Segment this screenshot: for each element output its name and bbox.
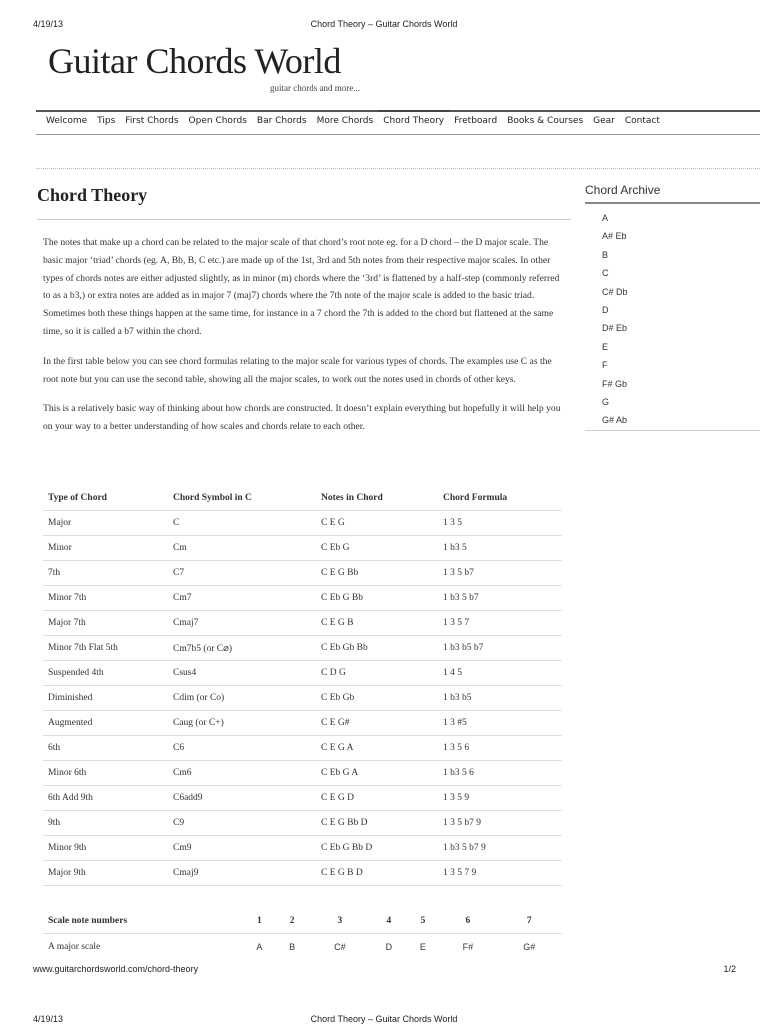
column-header: 6 bbox=[439, 908, 496, 934]
nav-item-more-chords[interactable]: More Chords bbox=[316, 116, 374, 126]
column-header: Notes in Chord bbox=[316, 486, 438, 511]
column-header: Chord Symbol in C bbox=[168, 486, 316, 511]
table-cell: C E G B D bbox=[316, 861, 438, 886]
column-header: 7 bbox=[497, 908, 562, 934]
chord-archive-link[interactable]: E bbox=[602, 341, 609, 352]
table-cell: Diminished bbox=[43, 686, 168, 711]
column-header: Chord Formula bbox=[438, 486, 562, 511]
table-cell: 1 3 5 6 bbox=[438, 736, 562, 761]
table-cell: 1 b3 5 6 bbox=[438, 761, 562, 786]
table-cell: Major 7th bbox=[43, 611, 168, 636]
table-cell: C E G B bbox=[316, 611, 438, 636]
print-title: Chord Theory – Guitar Chords World bbox=[310, 19, 458, 29]
page-title: Chord Theory bbox=[37, 185, 148, 205]
chord-archive-link[interactable]: A bbox=[602, 213, 609, 223]
table-row bbox=[43, 636, 562, 661]
chord-archive-link[interactable]: D bbox=[602, 304, 609, 315]
column-header: 1 bbox=[243, 908, 276, 934]
table-cell: C6add9 bbox=[168, 786, 316, 811]
divider bbox=[37, 219, 571, 220]
chord-archive-link[interactable]: C bbox=[602, 268, 609, 279]
table-row bbox=[43, 611, 562, 636]
chord-archive-link[interactable]: G# Ab bbox=[602, 415, 628, 426]
table-row bbox=[43, 761, 562, 786]
table-cell: Major bbox=[43, 511, 168, 536]
print-date: 4/19/13 bbox=[33, 19, 64, 29]
table-cell: Cm bbox=[168, 536, 316, 561]
chord-archive-link[interactable]: D# Eb bbox=[602, 323, 628, 334]
table-row bbox=[43, 711, 562, 736]
table-cell: F# bbox=[462, 941, 474, 952]
table-cell: A bbox=[256, 941, 263, 952]
table-cell: Minor 7th bbox=[43, 586, 168, 611]
column-header: 3 bbox=[309, 908, 372, 934]
print-date: 4/19/13 bbox=[33, 1014, 64, 1024]
table-row bbox=[43, 836, 562, 861]
table-cell: Augmented bbox=[43, 711, 168, 736]
table-cell: Cdim (or Co) bbox=[168, 686, 316, 711]
table-cell: 1 3 #5 bbox=[438, 711, 562, 736]
table-cell: 7th bbox=[43, 561, 168, 586]
table-cell: C E G A bbox=[316, 736, 438, 761]
nav-item-fretboard[interactable]: Fretboard bbox=[454, 116, 498, 126]
table-cell: 6th bbox=[43, 736, 168, 761]
table-cell: B bbox=[289, 941, 296, 952]
table-row bbox=[43, 934, 562, 960]
chord-archive-list bbox=[585, 204, 760, 431]
table-cell: C Eb G A bbox=[316, 761, 438, 786]
table-cell: 1 b3 5 b7 9 bbox=[438, 836, 562, 861]
chord-archive-link[interactable]: F# Gb bbox=[602, 378, 628, 389]
table-cell: 1 3 5 7 bbox=[438, 611, 562, 636]
table-header-row bbox=[43, 486, 562, 511]
chord-archive-link[interactable]: F bbox=[602, 360, 608, 371]
table-cell: 1 b3 5 b7 bbox=[438, 586, 562, 611]
table-cell: C E G Bb bbox=[316, 561, 438, 586]
table-cell: Caug (or C+) bbox=[168, 711, 316, 736]
table-cell: 1 3 5 9 bbox=[438, 786, 562, 811]
nav-item-bar-chords[interactable]: Bar Chords bbox=[256, 116, 307, 126]
column-header: Type of Chord bbox=[43, 486, 168, 511]
table-row bbox=[43, 561, 562, 586]
table-cell: Minor bbox=[43, 536, 168, 561]
print-header bbox=[0, 19, 768, 33]
paragraph: This is a relatively basic way of thinking about how chords are constructed. It doesn’t explain everything but hopefully it will help you on your way to a better understanding of how scales and chords relate to each other. bbox=[43, 403, 561, 433]
nav-item-books-courses[interactable]: Books & Courses bbox=[507, 116, 584, 126]
column-header: 2 bbox=[276, 908, 309, 934]
column-header: Scale note numbers bbox=[43, 908, 243, 934]
column-header: 4 bbox=[371, 908, 406, 934]
table-cell: C# bbox=[334, 941, 346, 952]
nav-item-chord-theory[interactable]: Chord Theory bbox=[378, 110, 449, 128]
table-cell: Minor 7th Flat 5th bbox=[43, 636, 168, 661]
table-cell: Minor 9th bbox=[43, 836, 168, 861]
table-cell: C E G# bbox=[316, 711, 438, 736]
table-cell: C6 bbox=[168, 736, 316, 761]
chord-archive-link[interactable]: G bbox=[602, 396, 610, 407]
table-cell: Cmaj7 bbox=[168, 611, 316, 636]
print-page-number: 1/2 bbox=[723, 964, 736, 974]
main-nav bbox=[36, 110, 760, 135]
table-row bbox=[43, 861, 562, 886]
chord-archive-link[interactable]: B bbox=[602, 249, 609, 260]
table-cell: 1 b3 b5 b7 bbox=[438, 636, 562, 661]
site-title[interactable]: Guitar Chords World bbox=[48, 41, 341, 81]
nav-item-welcome[interactable]: Welcome bbox=[46, 116, 88, 126]
table-cell: Cm6 bbox=[168, 761, 316, 786]
chord-archive-link[interactable]: A# Eb bbox=[602, 231, 627, 242]
table-cell: C bbox=[168, 511, 316, 536]
chord-archive-link[interactable]: C# Db bbox=[602, 286, 628, 297]
article-body bbox=[43, 234, 563, 448]
table-row bbox=[43, 661, 562, 686]
table-cell: A major scale bbox=[48, 941, 101, 952]
paragraph: The notes that make up a chord can be related to the major scale of that chord’s root note eg. for a D chord – the D major scale. The basic major ‘triad’ chords (eg. A, Bb, B, C etc.) are made up of the 1st, 3rd and 5th notes from their respective major scales. In other types of chords notes are either adjusted slightly, as in minor (m) chords where the ‘3rd’ is flattened by a half-step (commonly referred to as a b3,) or extra notes are added as in major 7 (maj7) chords where the 7th note of the major scale is added to the basic triad. Sometimes both these things happen at the same time, for instance in a 7 chord the 7th is added to the chord but flattened at the same time, so it is called a b7 within the chord. bbox=[43, 237, 560, 337]
table-cell: C Eb G Bb D bbox=[316, 836, 438, 861]
table-row bbox=[43, 511, 562, 536]
table-cell: 6th Add 9th bbox=[43, 786, 168, 811]
nav-item-open-chords[interactable]: Open Chords bbox=[188, 116, 247, 126]
nav-item-gear[interactable]: Gear bbox=[593, 116, 615, 126]
chord-formula-table bbox=[43, 486, 562, 886]
table-cell: Major 9th bbox=[43, 861, 168, 886]
table-cell: C E G Bb D bbox=[316, 811, 438, 836]
site-tagline: guitar chords and more... bbox=[270, 83, 360, 93]
table-row bbox=[43, 786, 562, 811]
table-cell: C Eb G Bb bbox=[316, 586, 438, 611]
major-scale-table bbox=[43, 908, 562, 959]
table-cell: E bbox=[419, 941, 426, 952]
table-cell: 1 b3 b5 bbox=[438, 686, 562, 711]
table-cell: C Eb Gb Bb bbox=[316, 636, 438, 661]
table-cell: Suspended 4th bbox=[43, 661, 168, 686]
table-cell: 9th bbox=[43, 811, 168, 836]
print-title: Chord Theory – Guitar Chords World bbox=[310, 1014, 458, 1024]
table-cell: D bbox=[385, 941, 393, 952]
table-cell: Minor 6th bbox=[43, 761, 168, 786]
print-url: www.guitarchordsworld.com/chord-theory bbox=[33, 964, 199, 974]
table-cell: Cm7b5 (or C⌀) bbox=[168, 636, 316, 661]
table-cell: Cmaj9 bbox=[168, 861, 316, 886]
nav-item-tips[interactable]: Tips bbox=[97, 116, 116, 126]
table-cell: C9 bbox=[168, 811, 316, 836]
table-cell: 1 b3 5 bbox=[438, 536, 562, 561]
paragraph: In the first table below you can see chord formulas relating to the major scale for various types of chords. The examples use C as the root note but you can use the second table, showing all the major scales, to work out the notes used in chords of other keys. bbox=[43, 355, 552, 385]
table-cell: 1 3 5 7 9 bbox=[438, 861, 562, 886]
nav-item-first-chords[interactable]: First Chords bbox=[125, 116, 179, 126]
table-row bbox=[43, 686, 562, 711]
table-cell: G# bbox=[523, 941, 536, 952]
nav-item-contact[interactable]: Contact bbox=[624, 116, 660, 126]
table-header-row bbox=[43, 908, 562, 934]
table-row bbox=[43, 736, 562, 761]
table-cell: Csus4 bbox=[168, 661, 316, 686]
column-header: 5 bbox=[407, 908, 440, 934]
table-cell: C Eb Gb bbox=[316, 686, 438, 711]
table-cell: C7 bbox=[168, 561, 316, 586]
table-cell: C Eb G bbox=[316, 536, 438, 561]
table-cell: 1 3 5 b7 9 bbox=[438, 811, 562, 836]
table-row bbox=[43, 811, 562, 836]
sidebar bbox=[585, 183, 760, 431]
table-row bbox=[43, 586, 562, 611]
table-cell: Cm7 bbox=[168, 586, 316, 611]
divider bbox=[36, 168, 760, 169]
table-cell: 1 4 5 bbox=[438, 661, 562, 686]
table-cell: C E G D bbox=[316, 786, 438, 811]
table-cell: 1 3 5 bbox=[438, 511, 562, 536]
table-row bbox=[43, 536, 562, 561]
table-cell: C D G bbox=[316, 661, 438, 686]
table-cell: C E G bbox=[316, 511, 438, 536]
sidebar-title: Chord Archive bbox=[585, 183, 760, 204]
table-cell: 1 3 5 b7 bbox=[438, 561, 562, 586]
table-cell: Cm9 bbox=[168, 836, 316, 861]
